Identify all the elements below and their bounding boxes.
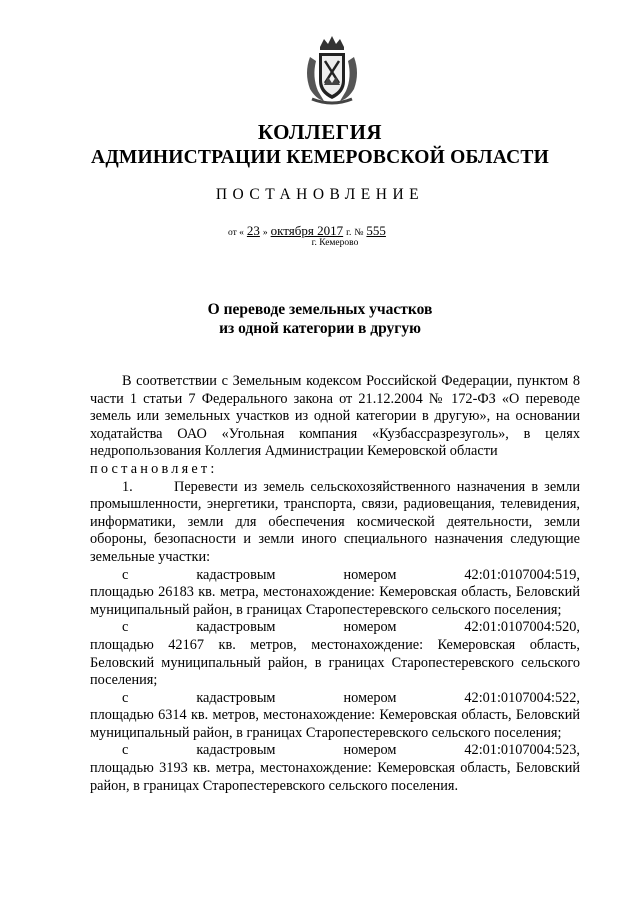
plot-word: с	[122, 619, 129, 636]
plot-cadastre-number: 42:01:0107004:523,	[464, 742, 580, 759]
plot-cadastre-row	[90, 619, 580, 637]
date-prefix: от «	[228, 228, 244, 238]
plot-word: с	[122, 742, 129, 759]
title-line-1: О переводе земельных участков	[207, 301, 433, 318]
date-month-year: октября 2017	[270, 223, 344, 238]
date-year-suffix: г.	[346, 228, 352, 238]
document-body	[90, 373, 580, 795]
plot-word: кадастровым	[196, 566, 276, 583]
date-close-quote: »	[262, 228, 268, 238]
preamble-paragraph: В соответствии с Земельным кодексом Российской Федерации, пунктом 8 части 1 статьи 7 Федерального закона от 21.12.2004 № 172-ФЗ «О переводе земель или земельных участков из одной категории в другую», на основании ходатайства ОАО «Угольная компания «Кузбассразрезуголь», в целях недропользования Коллегия Администрации Кемеровской области	[90, 373, 580, 460]
item-1-paragraph	[90, 479, 580, 567]
coat-of-arms-emblem	[302, 33, 362, 105]
title-line-2: из одной категории в другую	[219, 320, 421, 337]
plot-cadastre-row	[90, 742, 580, 760]
plot-cadastre-number: 42:01:0107004:520,	[464, 619, 580, 636]
plot-word: кадастровым	[196, 742, 276, 759]
plot-cadastre-number: 42:01:0107004:519,	[464, 566, 580, 583]
plot-cadastre-number: 42:01:0107004:522,	[464, 689, 580, 706]
plot-description: площадью 26183 кв. метра, местонахождение: Кемеровская область, Беловский муниципальный район, в границах Старопестеревского сельского поселения;	[90, 584, 580, 618]
plot-word: номером	[343, 619, 397, 636]
plot-word: номером	[343, 689, 397, 706]
item-1-text: Перевести из земель сельскохозяйственного назначения в земли промышленности, энергетики, транспорта, связи, радиовещания, телевидения, информатики, земли для обеспечения космической деятельности, земли обороны, безопасности и земли иного специального назначения следующие земельные участки:	[90, 478, 580, 565]
organization-name-line2: АДМИНИСТРАЦИИ КЕМЕРОВСКОЙ ОБЛАСТИ	[91, 147, 549, 168]
decrees-word: постановляет:	[90, 460, 218, 477]
document-date-line	[228, 223, 468, 239]
plot-word: кадастровым	[196, 619, 276, 636]
plot-word: номером	[343, 742, 397, 759]
document-city: г. Кемерово	[311, 238, 359, 248]
date-day: 23	[246, 223, 260, 238]
plot-word: с	[122, 566, 129, 583]
plot-word: с	[122, 689, 129, 706]
plot-entry	[90, 742, 580, 795]
plot-word: номером	[343, 566, 397, 583]
document-number: 555	[366, 223, 386, 238]
plot-cadastre-row	[90, 690, 580, 708]
document-type: ПОСТАНОВЛЕНИЕ	[215, 186, 425, 203]
number-prefix: №	[354, 228, 364, 238]
plot-entry	[90, 690, 580, 743]
plot-entry	[90, 567, 580, 620]
plot-description: площадью 6314 кв. метров, местонахождение: Кемеровская область, Беловский муниципальный район, в границах Старопестеревского сельского поселения;	[90, 707, 580, 741]
item-1-number: 1.	[122, 478, 133, 495]
plot-word: кадастровым	[196, 689, 276, 706]
plot-description: площадью 3193 кв. метра, местонахождение: Кемеровская область, Беловский район, в границах Старопестеревского сельского поселения.	[90, 760, 580, 794]
plot-description: площадью 42167 кв. метров, местонахождение: Кемеровская область, Беловский муниципальный район, в границах Старопестеревского сельского поселения;	[90, 636, 580, 689]
plot-entry	[90, 619, 580, 689]
plot-cadastre-row	[90, 567, 580, 585]
organization-name: КОЛЛЕГИЯ	[257, 120, 383, 144]
document-title	[0, 300, 640, 338]
